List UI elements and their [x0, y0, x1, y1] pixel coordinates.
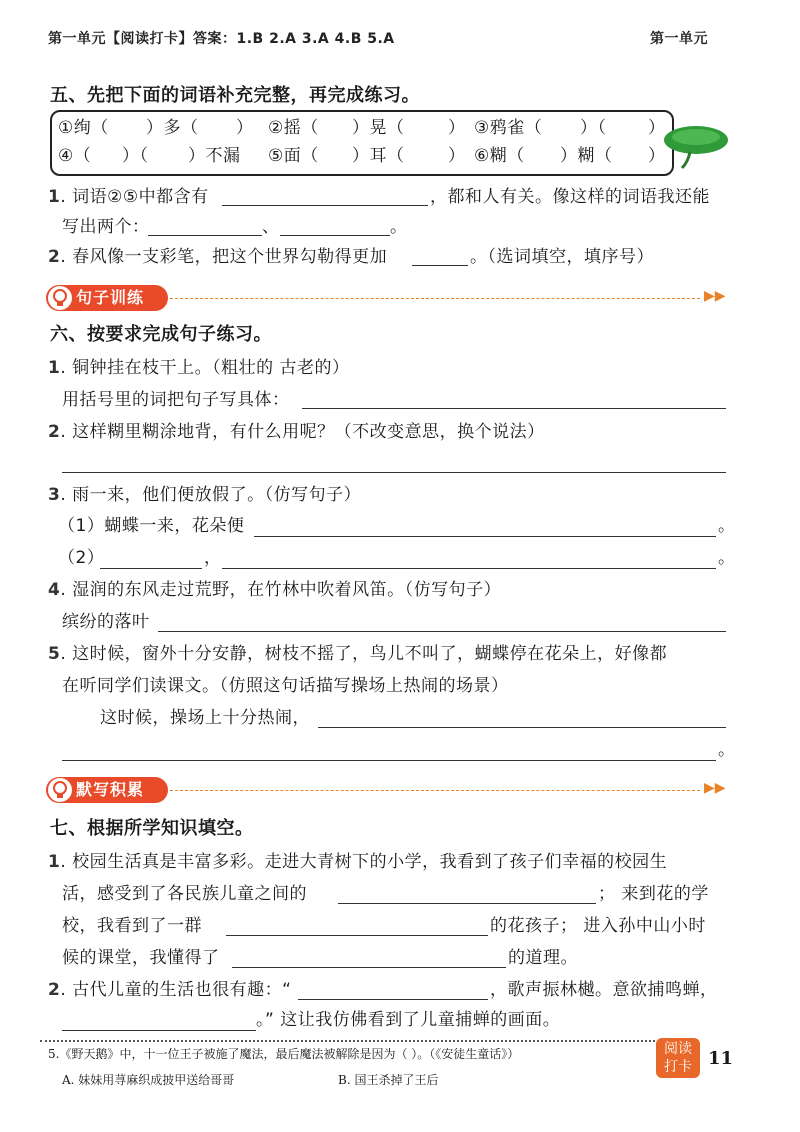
box-row2-item: ⑤面（ — [268, 146, 319, 166]
lightbulb-icon — [48, 778, 72, 802]
answer-line[interactable] — [62, 472, 726, 473]
s5-q1-line2b: 、 — [262, 217, 280, 237]
page-number: 11 — [708, 1048, 734, 1069]
footer-option-b: B. 国王杀掉了王后 — [338, 1073, 439, 1087]
s5-q1-line2c: 。 — [390, 217, 408, 237]
s7-q1-line3a: 校，我看到了一群 — [62, 916, 202, 936]
answer-blank[interactable] — [232, 967, 506, 968]
s5-q2: 2. 春风像一支彩笔，把这个世界勾勒得更加 — [48, 247, 388, 267]
s7-q1-line2a: 活，感受到了各民族儿童之间的 — [62, 884, 307, 904]
s7-q1-line4a: 候的课堂，我懂得了 — [62, 948, 220, 968]
box-row1-item: ） — [448, 118, 466, 138]
double-arrow-icon: ▶▶ — [704, 780, 726, 796]
answer-line[interactable] — [62, 760, 716, 761]
s6-q5-line1: 5. 这时候，窗外十分安静，树枝不摇了，鸟儿不叫了，蝴蝶停在花朵上，好像都 — [48, 644, 668, 664]
s6-q5-line2: 在听同学们读课文。（仿照这句话描写操场上热闹的场景） — [62, 676, 509, 696]
answer-blank[interactable] — [62, 1030, 256, 1031]
s6-q5-end: 。 — [718, 740, 736, 760]
s7-q2-line1: 2. 古代儿童的生活也很有趣：“ — [48, 980, 292, 1000]
s7-q1-line2b: ； 来到花的学 — [598, 884, 709, 904]
box-row2-item: ） — [648, 146, 666, 166]
box-row2-item: ⑥糊（ — [474, 146, 525, 166]
answer-blank[interactable] — [148, 235, 262, 236]
section7-title: 七、根据所学知识填空。 — [50, 818, 254, 839]
box-row2-item: ）（ — [122, 146, 149, 166]
answer-blank[interactable] — [338, 903, 596, 904]
s5-q1-line1: 1. 词语②⑤中都含有 — [48, 187, 209, 207]
s5-q2-end: 。（选词填空，填序号） — [470, 247, 654, 267]
banner-divider — [170, 790, 700, 791]
s6-q2: 2. 这样糊里糊涂地背，有什么用呢？（不改变意思，换个说法） — [48, 422, 545, 442]
s5-q1-line1b: ，都和人有关。像这样的词语我还能 — [430, 187, 710, 207]
s6-q1-sub: 用括号里的词把句子写具体： — [62, 390, 290, 410]
s6-q3-sub1-end: 。 — [718, 516, 736, 536]
s6-q4: 4. 湿润的东风走过荒野，在竹林中吹着风笛。（仿写句子） — [48, 580, 502, 600]
answer-blank[interactable] — [302, 408, 726, 409]
box-row1-item: ②摇（ — [268, 118, 319, 138]
reading-checkin-badge — [656, 1038, 700, 1078]
answer-key-header: 第一单元【阅读打卡】答案：1.B 2.A 3.A 4.B 5.A — [48, 31, 395, 47]
banner-label: 句子训练 — [76, 288, 145, 307]
box-row1-item: ①绚（ — [58, 118, 109, 138]
footer-option-a: A. 妹妹用荨麻织成披甲送给哥哥 — [62, 1073, 235, 1087]
answer-blank[interactable] — [226, 935, 488, 936]
s6-q4-sub: 缤纷的落叶 — [62, 612, 150, 632]
box-row2-item: ） — [448, 146, 466, 166]
s7-q1-line4b: 的道理。 — [508, 948, 578, 968]
footer-divider — [40, 1040, 655, 1042]
s7-q2-line1b: ，歌声振林樾。意欲捕鸣蝉， — [490, 980, 718, 1000]
s5-q1-line2a: 写出两个： — [62, 217, 150, 237]
box-row1-item: ）多（ — [146, 118, 199, 138]
dictation-banner — [46, 777, 168, 803]
banner-label: 默写积累 — [76, 780, 145, 799]
box-row2-item: ）糊（ — [560, 146, 613, 166]
double-arrow-icon: ▶▶ — [704, 288, 726, 304]
s6-q3: 3. 雨一来，他们便放假了。（仿写句子） — [48, 485, 362, 505]
section6-title: 六、按要求完成句子练习。 — [50, 324, 272, 345]
s7-q1-line1: 1. 校园生活真是丰富多彩。走进大青树下的小学，我看到了孩子们幸福的校园生 — [48, 852, 668, 872]
box-row1-item: ） — [236, 118, 254, 138]
answer-blank[interactable] — [222, 568, 716, 569]
answer-blank[interactable] — [298, 999, 488, 1000]
s6-q3-sub1: （1）蝴蝶一来，花朵便 — [58, 516, 245, 536]
s6-q1: 1. 铜钟挂在枝干上。（粗壮的 古老的） — [48, 358, 350, 378]
answer-blank[interactable] — [222, 205, 428, 206]
s6-q3-sub2: （2） — [58, 548, 105, 568]
box-row1-item: ） — [648, 118, 666, 138]
answer-blank[interactable] — [158, 631, 726, 632]
lightbulb-icon — [48, 286, 72, 310]
s6-q5-line3: 这时候，操场上十分热闹， — [100, 708, 310, 728]
answer-blank[interactable] — [100, 568, 202, 569]
answer-blank[interactable] — [254, 536, 716, 537]
answer-blank[interactable] — [280, 235, 390, 236]
s6-q3-sub2-end: 。 — [718, 548, 736, 568]
box-row2-item: ④（ — [58, 146, 92, 166]
box-row1-item: ）（ — [580, 118, 607, 138]
badge-line2: 打卡 — [664, 1059, 692, 1075]
s6-q3-sub2-mid: ， — [204, 548, 222, 568]
s7-q2-line2: 。” 这让我仿佛看到了儿童捕蝉的画面。 — [256, 1010, 561, 1030]
s7-q1-line3b: 的花孩子； 进入孙中山小时 — [490, 916, 706, 936]
footer-question: 5.《野天鹅》中，十一位王子被施了魔法，最后魔法被解除是因为（ ）。（《安徒生童话》） — [48, 1047, 520, 1061]
box-row1-item: ③鸦雀（ — [474, 118, 543, 138]
banner-divider — [170, 298, 700, 299]
answer-blank[interactable] — [412, 265, 468, 266]
sentence-training-banner — [46, 285, 168, 311]
box-row2-item: ）不漏 — [188, 146, 241, 166]
unit-label: 第一单元 — [650, 31, 708, 47]
section5-title: 五、先把下面的词语补充完整，再完成练习。 — [50, 85, 420, 106]
box-row1-item: ）晃（ — [352, 118, 405, 138]
badge-line1: 阅读 — [664, 1041, 692, 1057]
leaf-decoration-icon — [660, 120, 730, 170]
answer-blank[interactable] — [318, 727, 726, 728]
box-row2-item: ）耳（ — [352, 146, 405, 166]
